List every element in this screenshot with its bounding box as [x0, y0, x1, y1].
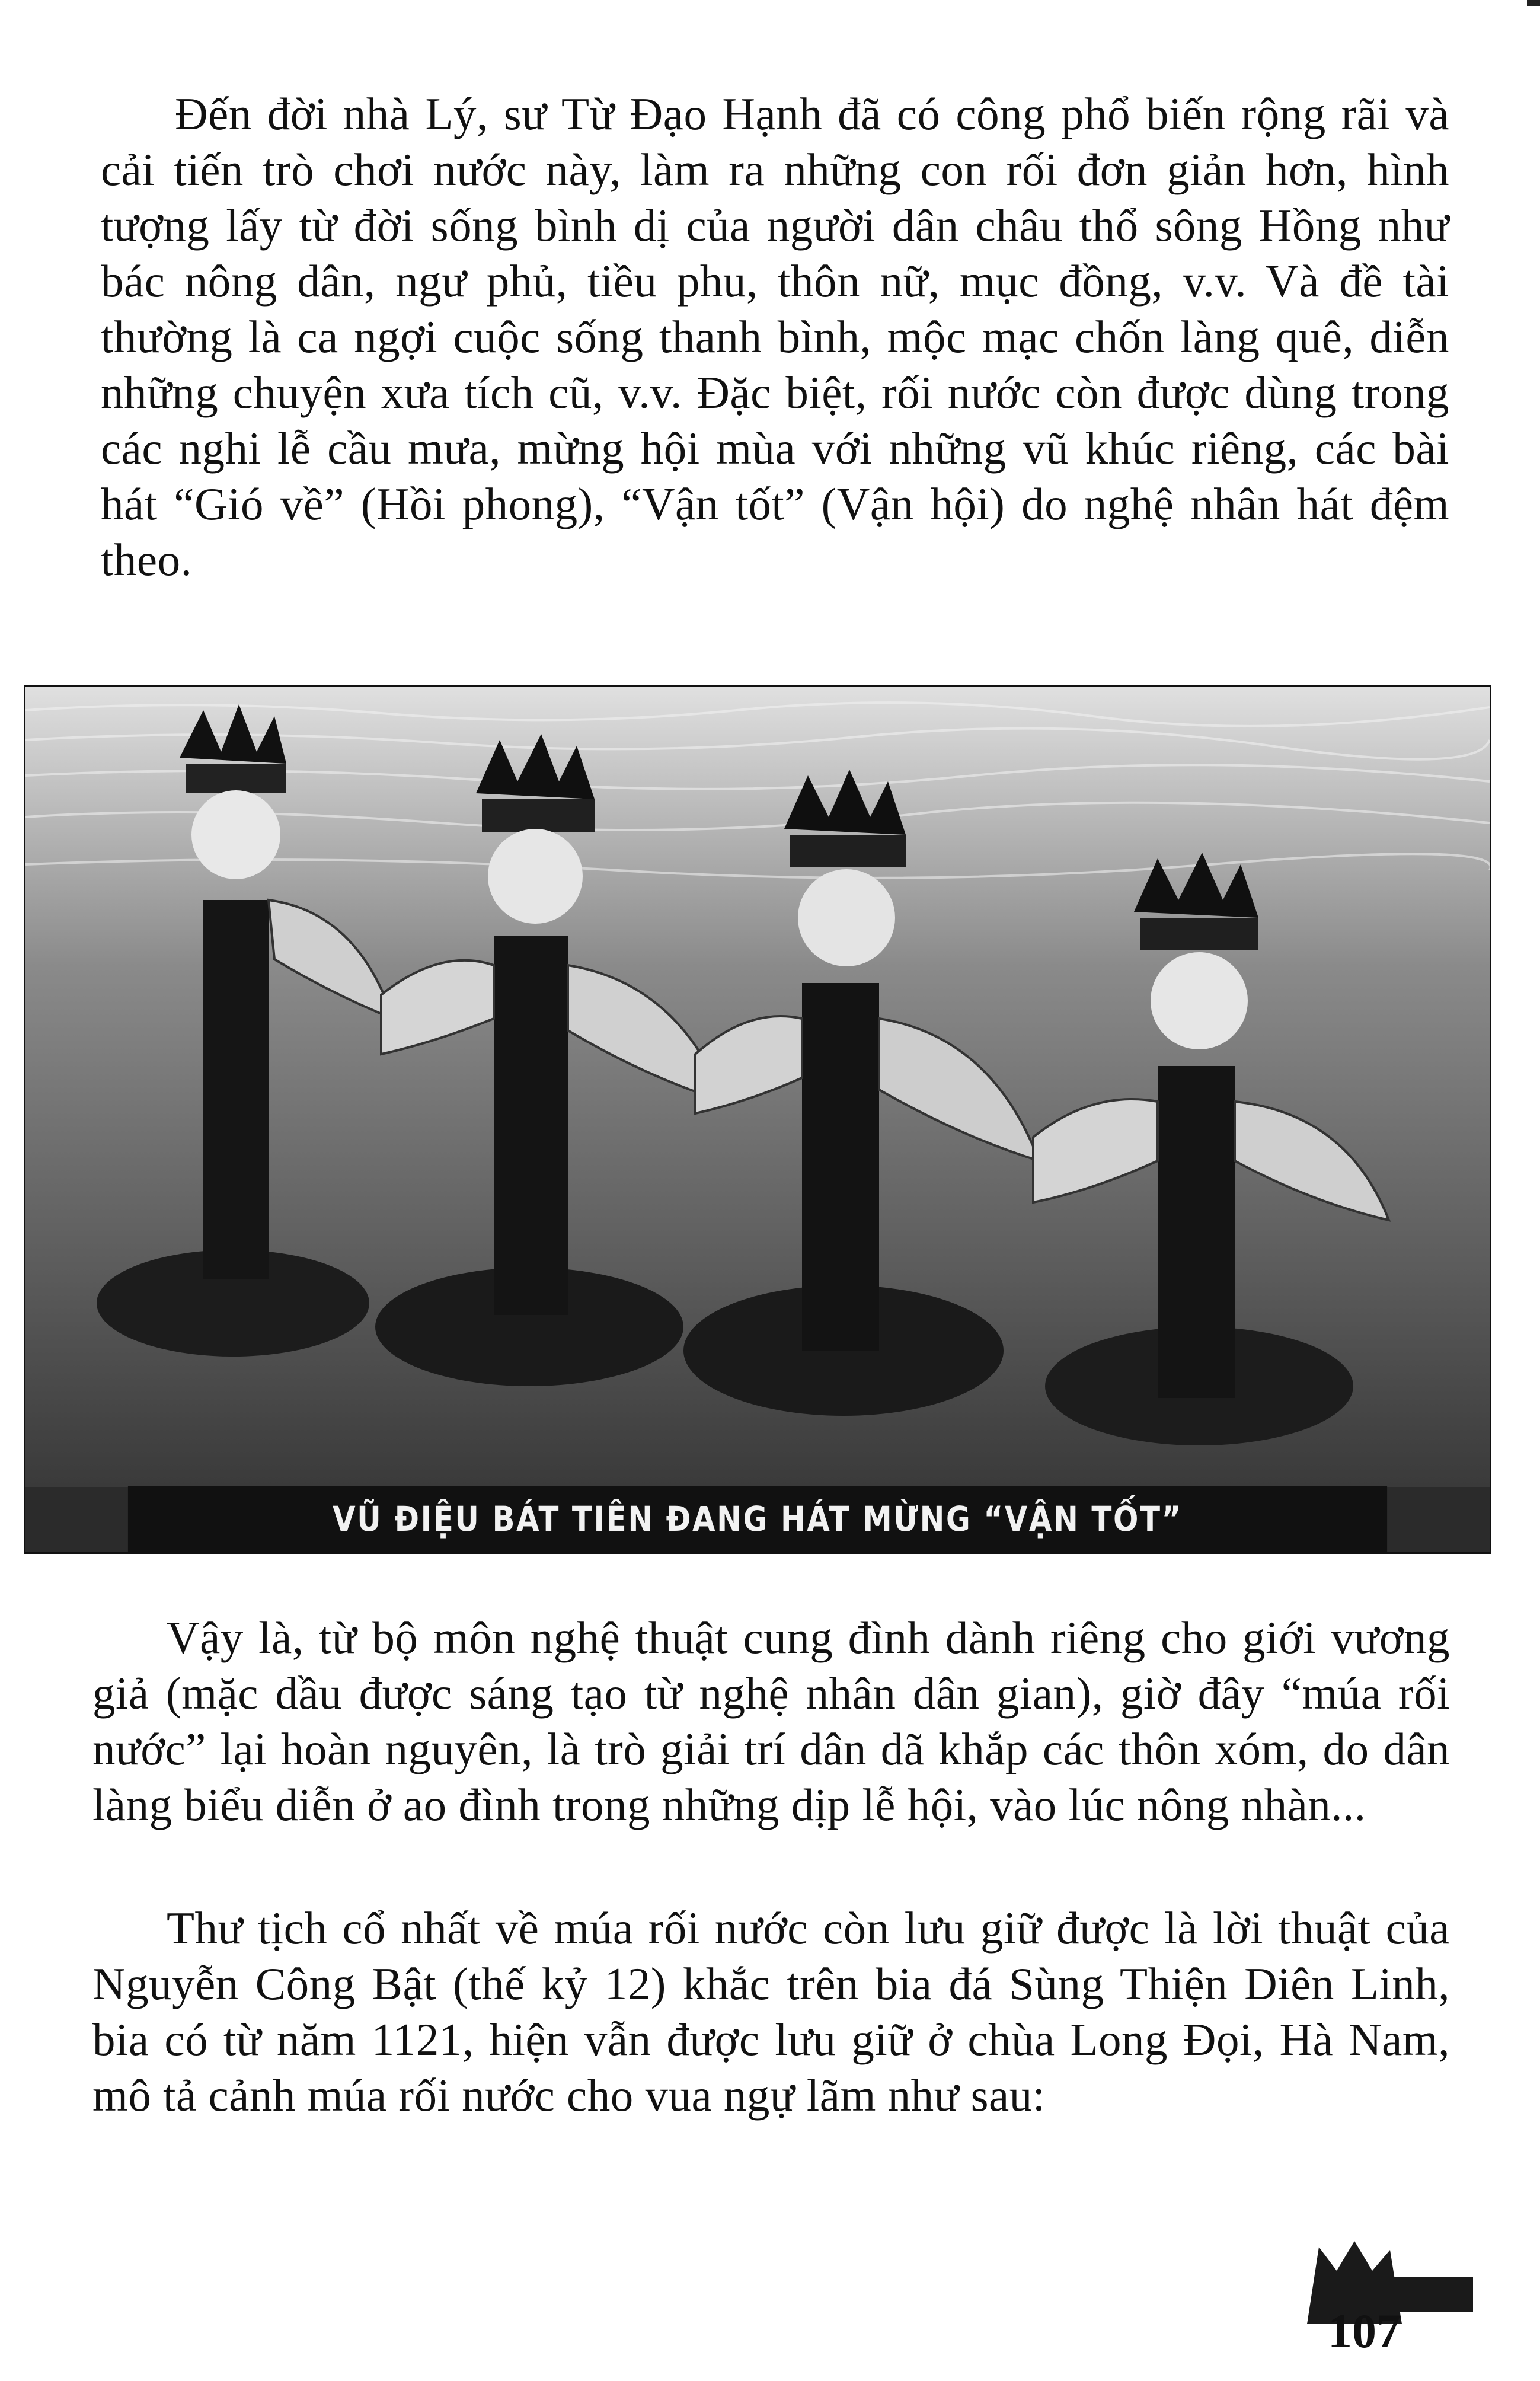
puppet-photo — [24, 685, 1491, 1554]
water-puppet-illustration — [25, 687, 1490, 1487]
photo-caption: VŨ ĐIỆU BÁT TIÊN ĐANG HÁT MỪNG “VẬN TỐT” — [128, 1486, 1387, 1552]
paragraph-historical-record: Thư tịch cổ nhất về múa rối nước còn lưu giữ được là lời thuật của Nguyễn Công Bật (thế kỷ 12) khắc trên bia đá Sùng Thiện Diên Linh, bia có từ năm 1121, hiện vẫn được lưu giữ ở chùa Long Đọi, Hà Nam, mô tả cảnh múa rối nước cho vua ngự lãm như sau: — [92, 1903, 1450, 2121]
paragraph-intro: Đến đời nhà Lý, sư Từ Đạo Hạnh đã có công phổ biến rộng rãi và cải tiến trò chơi nước này, làm ra những con rối đơn giản hơn, hình tượng lấy từ đời sống bình dị của người dân châu thổ sông Hồng như bác nông dân, ngư phủ, tiều phu, thôn nữ, mục đồng, v.v. Và đề tài thường là ca ngợi cuộc sống thanh bình, mộc mạc chốn làng quê, diễn những chuyện xưa tích cũ, v.v. Đặc biệt, rối nước còn được dùng trong các nghi lễ cầu mưa, mừng hội mùa với những vũ khúc riêng, các bài hát “Gió về” (Hồi phong), “Vận tốt” (Vận hội) do nghệ nhân hát đệm theo. — [101, 88, 1449, 585]
page-number: 107 — [1328, 2304, 1401, 2358]
corner-scan-mark — [1527, 0, 1540, 6]
paragraph-folk-tradition: Vậy là, từ bộ môn nghệ thuật cung đình dành riêng cho giới vương giả (mặc dầu được sáng tạo từ nghệ nhân dân gian), giờ đây “múa rối nước” lại hoàn nguyên, là trò giải trí dân dã khắp các thôn xóm, do dân làng biểu diễn ở ao đình trong những dịp lễ hội, vào lúc nông nhàn... — [92, 1612, 1450, 1830]
